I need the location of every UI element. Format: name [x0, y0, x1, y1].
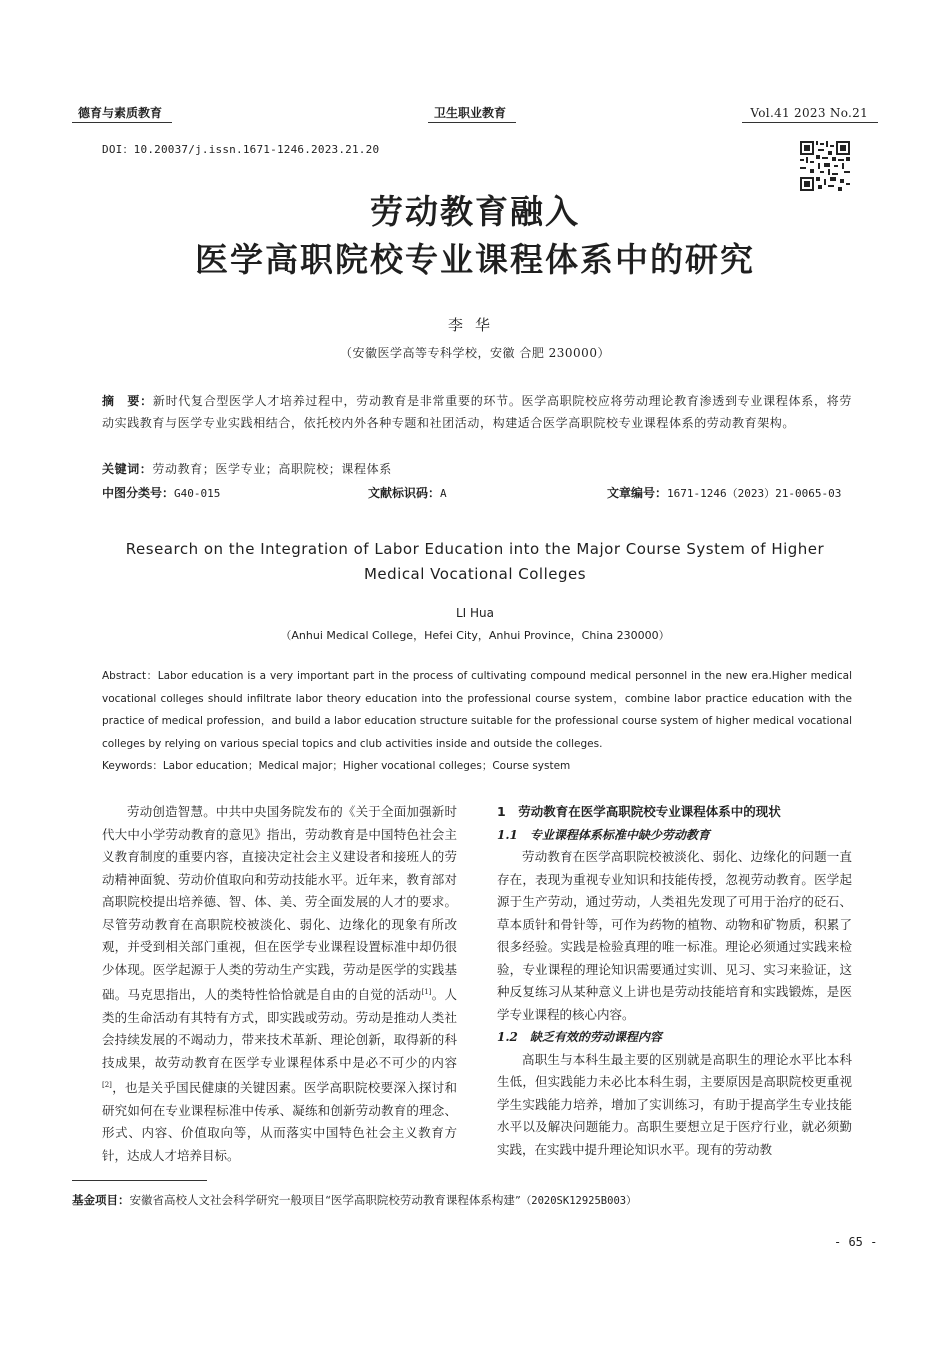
reference-1: [1] — [421, 988, 432, 996]
funding-footnote — [72, 1192, 637, 1208]
intro-paragraph: 劳动创造智慧。中共中央国务院发布的《关于全面加强新时代大中小学劳动教育的意见》指出，劳动教育是中国特色社会主义教育制度的重要内容，直接决定社会主义建设者和接班人的劳动精神面貌、劳动价值取向和劳动技能水平。近年来，教育部对高职院校提出培养德、智、体、美、劳全面发展的人才的要求。尽管劳动教育在高职院校被淡化、弱化、边缘化的现象有所改观，并受到相关部门重视，但在医学专业课程设置标准中却仍很少体现。医学起源于人类的劳动生产实践，劳动是医学的实践基础。马克思指出，人的类特性恰恰就是自由的自觉的活动[1]。人类的生命活动有其特有方式，即实践或劳动。劳动是推动人类社会持续发展的不竭动力，带来技术革新、理论创新，取得新的科技成果，故劳动教育在医学专业课程体系中是必不可少的内容[2]，也是关乎国民健康的关键因素。医学高职院校要深入探讨和研究如何在专业课程标准中传承、凝练和创新劳动教育的理念、形式、内容、价值取向等，从而落实中国特色社会主义教育方针，达成人才培养目标。 — [102, 804, 457, 1163]
english-title-line-2: Medical Vocational Colleges — [363, 565, 587, 583]
doc-code-label: 文献标识码： — [368, 486, 441, 500]
qr-code-icon — [800, 141, 850, 191]
english-author: LI Hua — [455, 606, 495, 620]
abstract-text: 新时代复合型医学人才培养过程中，劳动教育是非常重要的环节。医学高职院校应将劳动理论教育渗透到专业课程体系，将劳动实践教育与医学专业实践相结合，依托校内外各种专题和社团活动，构建适合医学高职院校专业课程体系的劳动教育架构。 — [102, 394, 852, 430]
author-name: 李华 — [447, 316, 502, 334]
journal-volume: Vol.41 2023 No.21 — [742, 106, 878, 123]
footnote-divider — [72, 1180, 207, 1181]
body-right-column — [497, 801, 852, 1161]
doc-code-value: A — [440, 487, 447, 500]
funding-code: （2020SK12925B003） — [520, 1195, 637, 1207]
title-line-1: 劳动教育融入 — [370, 192, 580, 231]
author-affiliation: （安徽医学高等专科学校，安徽 合肥 230000） — [340, 346, 610, 360]
english-title-line-1: Research on the Integration of Labor Education into the Major Course System of Higher — [125, 540, 825, 558]
abstract-label: 摘 要： — [102, 394, 153, 408]
clc-label: 中图分类号： — [102, 486, 175, 500]
english-abstract — [102, 665, 852, 755]
doi: DOI：10.20037/j.issn.1671-1246.2023.21.20 — [102, 143, 380, 156]
body-left-column — [102, 801, 457, 1167]
english-keywords — [102, 755, 852, 777]
page-number: - 65 - — [834, 1235, 878, 1249]
funding-text: 安徽省高校人文社会科学研究一般项目“医学高职院校劳动教育课程体系构建” — [129, 1193, 521, 1207]
english-title — [0, 537, 950, 587]
subsection-1-2-paragraph: 高职生与本科生最主要的区别就是高职生的理论水平比本科生低，但实践能力未必比本科生弱，主要原因是高职院校更重视学生实践能力培养，增加了实训练习，有助于提高学生专业技能水平以及解决问题能力。高职生要想立足于医疗行业，就必须勤实践，在实践中提升理论知识水平。现有的劳动教 — [497, 1051, 852, 1157]
funding-label: 基金项目： — [72, 1193, 130, 1207]
clc-value: G40-015 — [174, 487, 221, 500]
subsection-1-1-paragraph: 劳动教育在医学高职院校被淡化、弱化、边缘化的问题一直存在，表现为重视专业知识和技能传授，忽视劳动教育。医学起源于生产劳动，通过劳动，人类祖先发现了可用于治疗的砭石、草本质针和骨针等，可作为药物的植物、动物和矿物质，积累了很多经验。实践是检验真理的唯一标准。理论必须通过实践来检验，专业课程的理论知识需要通过实训、见习、实习来验证，这种反复练习从某种意义上讲也是劳动技能培育和实践锻炼，是医学专业课程的核心内容。 — [497, 849, 852, 1022]
subsection-1-2-heading: 1.2 缺乏有效的劳动课程内容 — [497, 1030, 662, 1044]
reference-2: [2] — [102, 1081, 112, 1090]
subsection-1-1-heading: 1.1 专业课程体系标准中缺少劳动教育 — [497, 827, 710, 842]
section-1-heading: 1 劳动教育在医学高职院校专业课程体系中的现状 — [497, 804, 781, 819]
english-abstract-text: Labor education is a very important part in the process of cultivating compound medical personnel in the new era.Higher medical vocational colleges should infiltrate labor theory education into the professional course system，combine labor practice education with the practice of medical profession，and build a labor education structure suitable for the professional course system of higher medical vocational colleges by relying on various special topics and club activities inside and outside the colleges. — [102, 670, 853, 750]
journal-name: 卫生职业教育 — [428, 106, 516, 123]
keywords-text: 劳动教育；医学专业；高职院校；课程体系 — [152, 462, 392, 476]
title-line-2: 医学高职院校专业课程体系中的研究 — [195, 240, 755, 279]
english-keywords-text: Labor education；Medical major；Higher vocational colleges；Course system — [162, 760, 571, 772]
keywords-label: 关键词： — [102, 462, 153, 476]
abstract — [102, 390, 852, 434]
english-abstract-label: Abstract： — [102, 670, 158, 682]
article-number-value: 1671-1246（2023）21-0065-03 — [667, 487, 842, 500]
english-keywords-label: Keywords： — [102, 760, 163, 772]
article-number-label: 文章编号： — [607, 486, 668, 500]
keywords — [102, 458, 852, 480]
english-affiliation: （Anhui Medical College，Hefei City，Anhui Province，China 230000） — [280, 629, 670, 642]
journal-section-label: 德育与素质教育 — [72, 106, 172, 123]
